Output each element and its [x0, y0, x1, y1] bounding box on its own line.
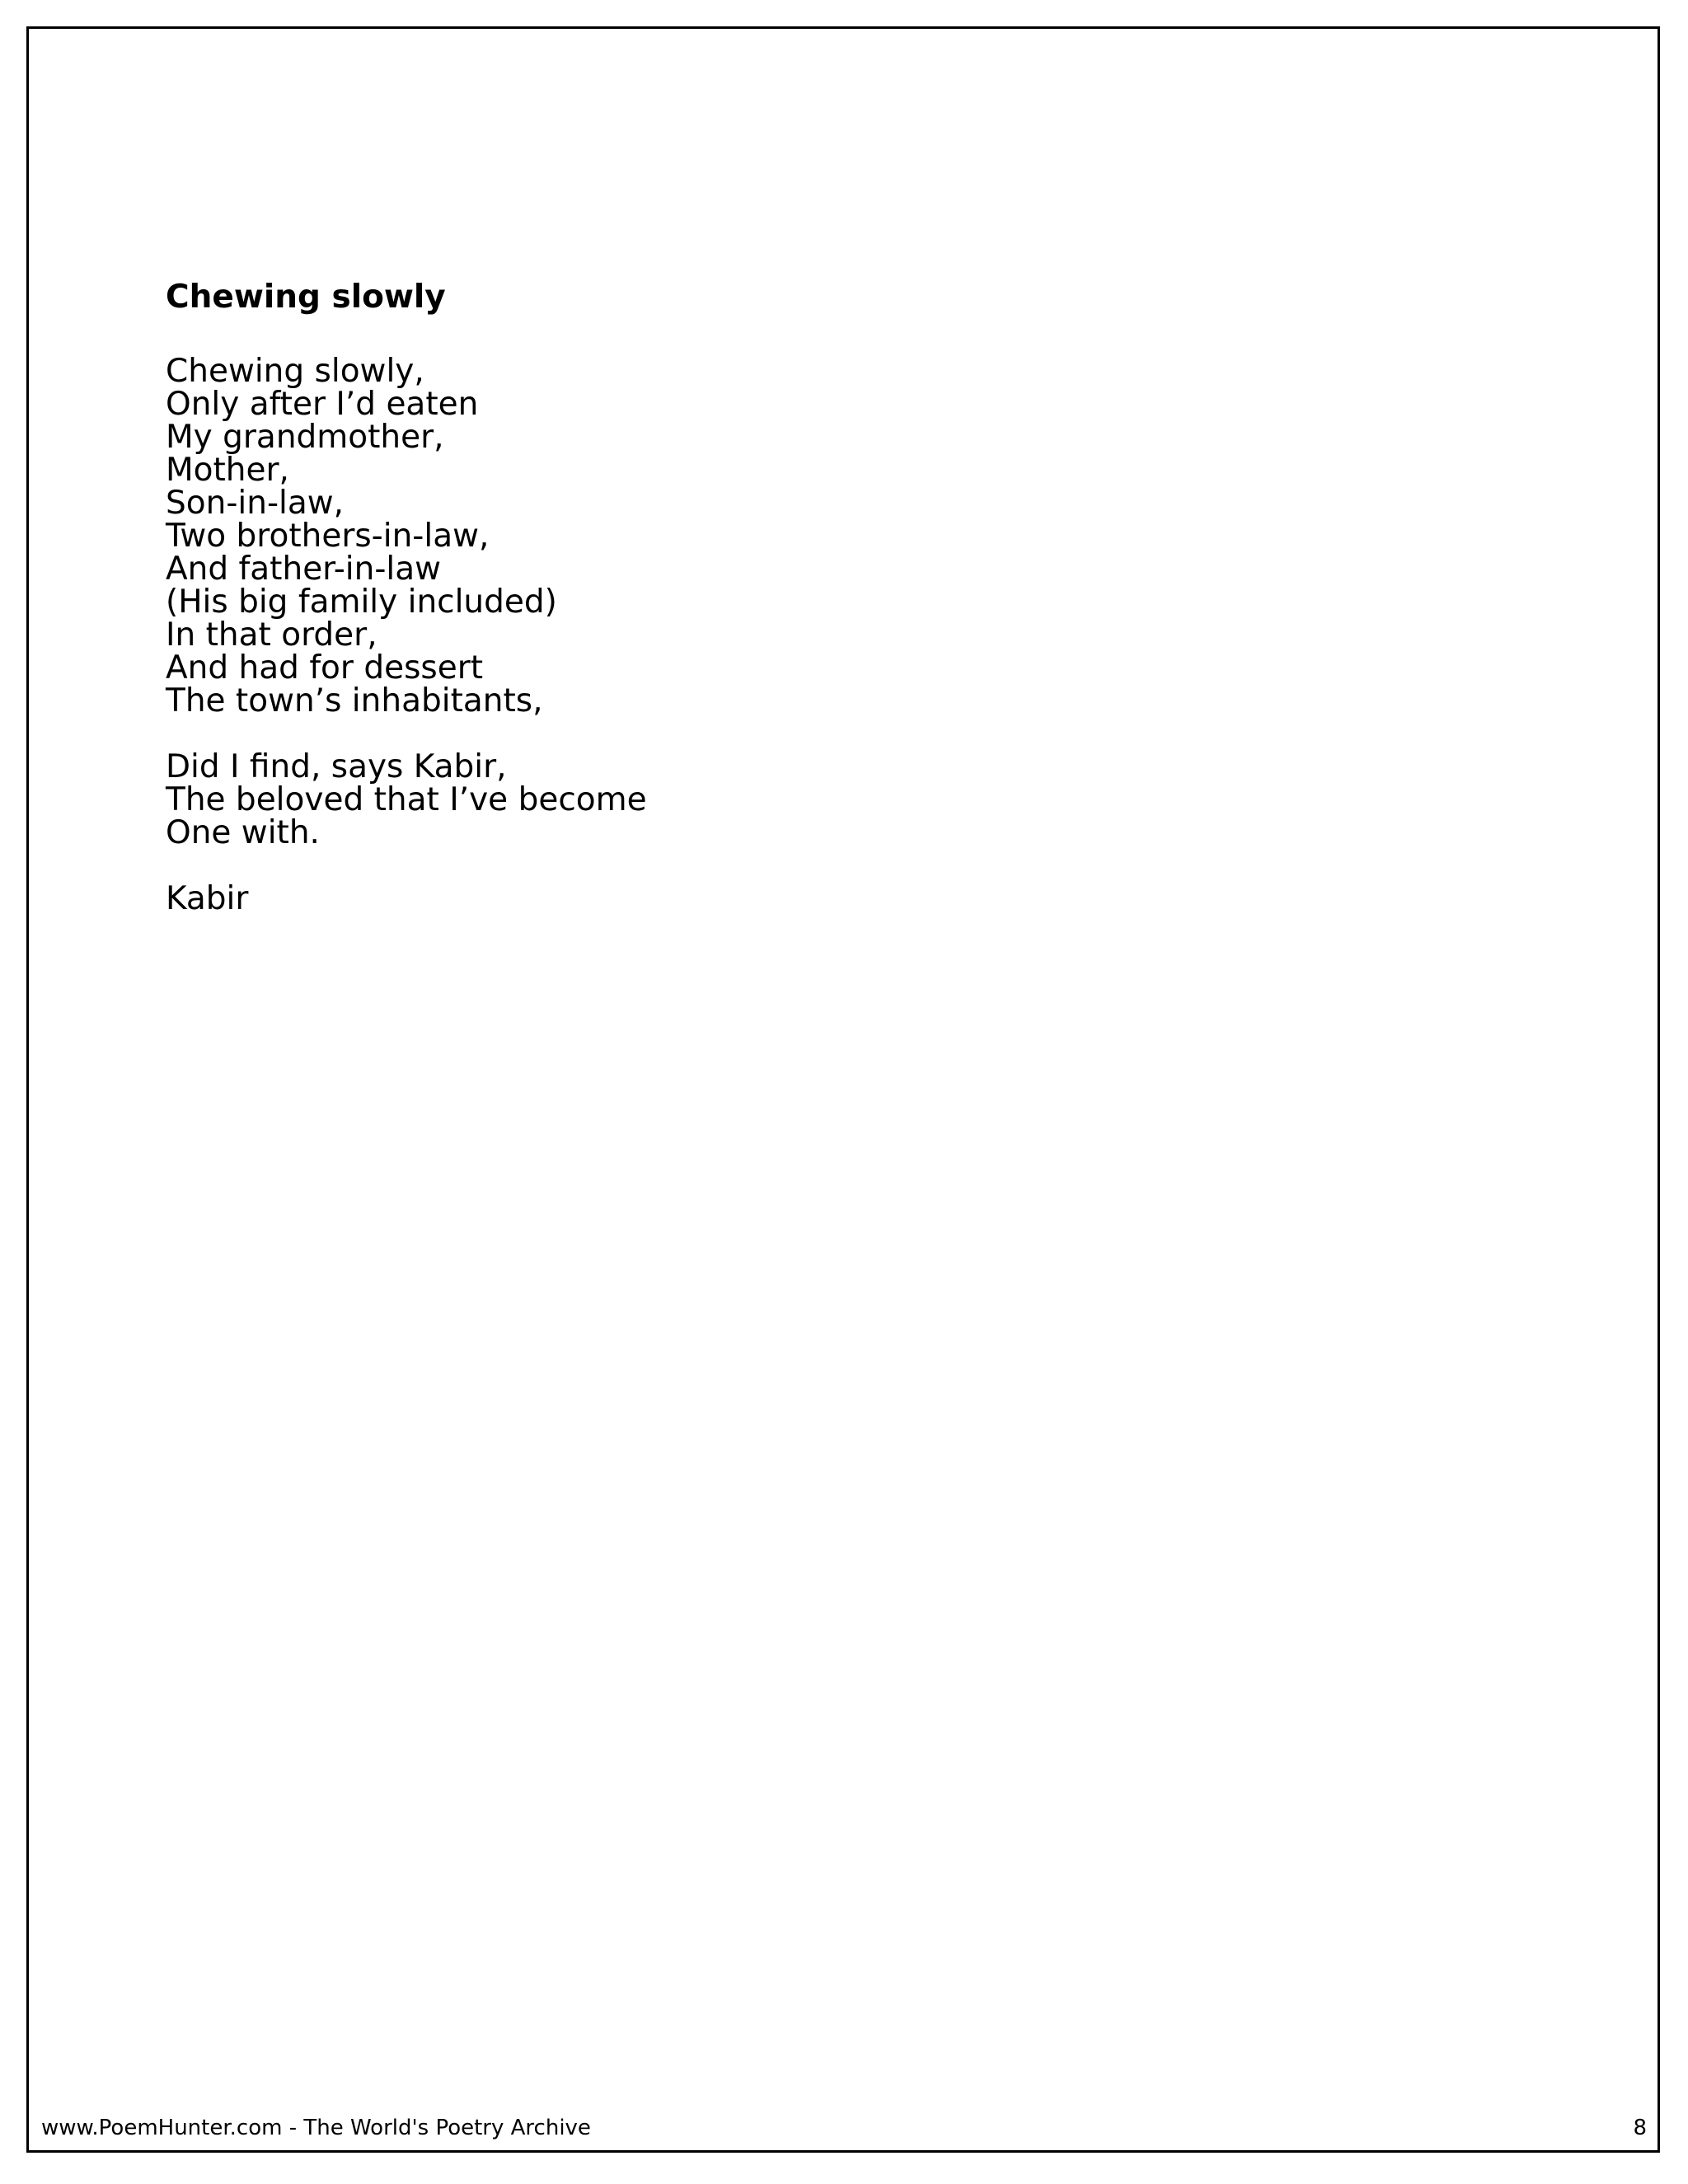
poem: [166, 273, 1484, 948]
stanza-1: [166, 355, 1484, 718]
poem-author: Kabir: [166, 880, 249, 917]
poem-line: Did I find, says Kabir,: [166, 748, 507, 785]
poem-line: Son-in-law,: [166, 485, 345, 522]
poem-line: Chewing slowly,: [166, 353, 424, 390]
poem-line: My grandmother,: [166, 419, 444, 456]
poem-line: And father-in-law: [166, 551, 442, 588]
poem-line: And had for dessert: [166, 649, 484, 687]
poem-line: Only after I’d eaten: [166, 386, 479, 423]
poem-line: In that order,: [166, 616, 377, 654]
footer-source: www.PoemHunter.com - The World's Poetry Archive: [41, 2116, 591, 2140]
poem-line: Two brothers-in-law,: [166, 518, 490, 555]
poem-title: Chewing slowly: [166, 279, 446, 316]
stanza-2: [166, 748, 1484, 851]
poem-line: Mother,: [166, 452, 289, 489]
poem-line: (His big family included): [166, 583, 557, 621]
poem-line: The town’s inhabitants,: [166, 682, 543, 719]
poem-line: One with.: [166, 814, 320, 851]
poem-line: The beloved that I’ve become: [166, 781, 647, 818]
page-number: 8: [1633, 2116, 1647, 2140]
